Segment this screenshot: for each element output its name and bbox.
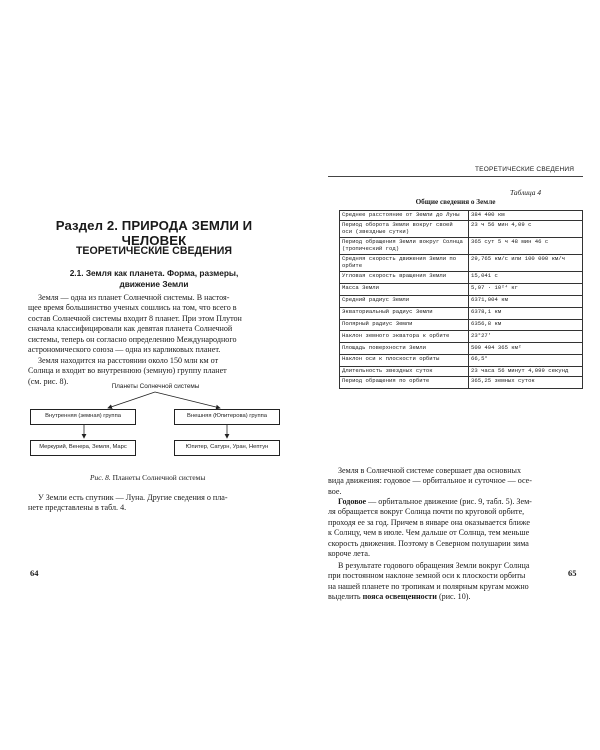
text-line: ля обращается вокруг Солнца почти по круговой орбите,: [328, 507, 525, 517]
paragraph-1: [28, 293, 281, 355]
table-row: [340, 355, 583, 367]
text-line: нете представлены в табл. 4.: [28, 503, 127, 513]
text-line: скорость движения. Поэтому в Северном полушарии зима: [328, 538, 529, 548]
paragraph-annual: [328, 497, 583, 559]
running-head: ТЕОРЕТИЧЕСКИЕ СВЕДЕНИЯ: [475, 166, 575, 173]
figure-caption-text: Планеты Солнечной системы: [112, 473, 206, 482]
paragraph-illumination: [328, 561, 583, 603]
text-line: выделить пояса освещенности (рис. 10).: [328, 592, 471, 602]
earth-data-table: [339, 210, 583, 389]
text-line: астрономического союза — одна из карликовых планет.: [28, 345, 221, 355]
table-cell-parameter: Экваториальный радиус Земли: [340, 307, 469, 319]
table-row: [340, 343, 583, 355]
arrow-to-outer-group: [155, 392, 220, 408]
outer-group-box: Внешняя (Юпитерова) группа: [174, 409, 280, 425]
table-cell-parameter: Наклон оси к плоскости орбиты: [340, 355, 469, 367]
table-row: [340, 272, 583, 284]
text-line: щее время большинство ученых сошлись на том, что всего в: [28, 303, 237, 313]
table-row: [340, 377, 583, 389]
table-cell-value: 384 400 км: [469, 211, 583, 221]
table-row: [340, 331, 583, 343]
text-line: Годовое — орбитальное движение (рис. 9, табл. 5). Зем-: [338, 497, 532, 506]
figure-caption: [90, 473, 205, 482]
table-cell-value: 23 ч 56 мин 4,09 с: [469, 221, 583, 238]
table-cell-parameter: Средняя скорость движения Земли по орбите: [340, 255, 469, 272]
section-title: Раздел 2. ПРИРОДА ЗЕМЛИ И ЧЕЛОВЕК: [55, 218, 253, 248]
table-cell-parameter: Площадь поверхности Земли: [340, 343, 469, 355]
table-cell-parameter: Масса Земли: [340, 283, 469, 295]
table-title: Общие сведения о Земле: [415, 198, 496, 206]
table-cell-parameter: Период обращения Земли вокруг Солнца (тропический год): [340, 238, 469, 255]
text-line: Земля в Солнечной системе совершает два основных: [338, 466, 522, 475]
table-row: [340, 319, 583, 331]
table-cell-value: 365,25 земных суток: [469, 377, 583, 389]
text-line: при постоянном наклоне земной оси к плоскости орбиты: [328, 571, 526, 581]
inner-planets-box: Меркурий, Венера, Земля, Марс: [30, 440, 136, 456]
table-cell-parameter: Полярный радиус Земли: [340, 319, 469, 331]
table-cell-parameter: Наклон земного экватора к орбите: [340, 331, 469, 343]
page-number-right: 65: [568, 568, 577, 578]
outer-planets-box: Юпитер, Сатурн, Уран, Нептун: [174, 440, 280, 456]
table-cell-value: 6371,004 км: [469, 295, 583, 307]
text-line: проходя ее за год. Причем в январе она оказывается ближе: [328, 517, 530, 527]
text-line: (см. рис. 8).: [28, 376, 69, 386]
table-cell-value: 509 494 365 км²: [469, 343, 583, 355]
table-row: [340, 307, 583, 319]
table-row: [340, 367, 583, 377]
table-cell-parameter: Средний радиус Земли: [340, 295, 469, 307]
inner-group-box: Внутренняя (земная) группа: [30, 409, 136, 425]
table-row: [340, 238, 583, 255]
table-cell-value: 29,765 км/с или 100 000 км/ч: [469, 255, 583, 272]
table-cell-parameter: Период оборота Земли вокруг своей оси (звездные сутки): [340, 221, 469, 238]
text-line: У Земли есть спутник — Луна. Другие сведения о пла-: [38, 493, 228, 502]
figure-caption-label: Рис. 8.: [90, 473, 111, 482]
text-line: вое.: [328, 486, 342, 496]
table-cell-value: 5,97 · 10²⁴ кг: [469, 283, 583, 295]
text-line: системы, теперь он согласно определению Международного: [28, 334, 237, 344]
table-row: [340, 211, 583, 221]
text-line: Земля находится на расстоянии около 150 млн км от: [38, 356, 219, 365]
planets-diagram: [28, 383, 283, 483]
right-page: [300, 0, 600, 750]
table-number: Таблица 4: [510, 188, 542, 197]
text-line: на нашей планете по тропикам и полярным кругам можно: [328, 581, 529, 591]
paragraph-motion: [328, 466, 583, 497]
subsection-title-line1: 2.1. Земля как планета. Форма, размеры,: [69, 268, 239, 278]
subtitle: ТЕОРЕТИЧЕСКИЕ СВЕДЕНИЯ: [75, 245, 233, 257]
page-number-left: 64: [30, 568, 39, 578]
text-line: короче лета.: [328, 549, 371, 559]
table-row: [340, 255, 583, 272]
table-cell-parameter: Угловая скорость вращения Земли: [340, 272, 469, 284]
text-line: Земля — одна из планет Солнечной системы. В настоя-: [38, 293, 230, 302]
table-cell-value: 6356,8 км: [469, 319, 583, 331]
paragraph-3: [28, 493, 281, 514]
diagram-root-label: Планеты Солнечной системы: [111, 383, 200, 390]
table-row: [340, 295, 583, 307]
text-line: состав Солнечной системы входит 8 планет. При этом Плутон: [28, 313, 242, 323]
diagram-arrows: [28, 383, 283, 483]
table-cell-value: 66,5°: [469, 355, 583, 367]
text-line: вида движения: годовое — орбитальное и суточное — осе-: [328, 476, 532, 486]
table-cell-value: 23°27′: [469, 331, 583, 343]
running-head-rule: [328, 176, 583, 177]
subsection-title-line2: движение Земли: [119, 278, 189, 289]
text-line: к Солнцу, чем в июле. Чем дальше от Солнца, тем меньше: [328, 528, 530, 538]
text-line: В результате годового обращения Земли вокруг Солнца: [338, 561, 530, 570]
table-cell-value: 6378,1 км: [469, 307, 583, 319]
table-row: [340, 283, 583, 295]
arrow-to-inner-group: [108, 392, 155, 408]
table-cell-parameter: Среднее расстояние от Земли до Луны: [340, 211, 469, 221]
table-cell-value: 15,041 с: [469, 272, 583, 284]
table-row: [340, 221, 583, 238]
table-cell-value: 23 часа 56 минут 4,099 секунд: [469, 367, 583, 377]
text-line: Солнца и входит во внутреннюю (земную) группу планет: [28, 366, 227, 376]
text-line: сначала классифицировали как девятая планета Солнечной: [28, 324, 233, 334]
subsection-title: [28, 268, 280, 289]
table-cell-value: 365 сут 5 ч 48 мин 46 с: [469, 238, 583, 255]
table-cell-parameter: Период обращения по орбите: [340, 377, 469, 389]
table-cell-parameter: Длительность звездных суток: [340, 367, 469, 377]
